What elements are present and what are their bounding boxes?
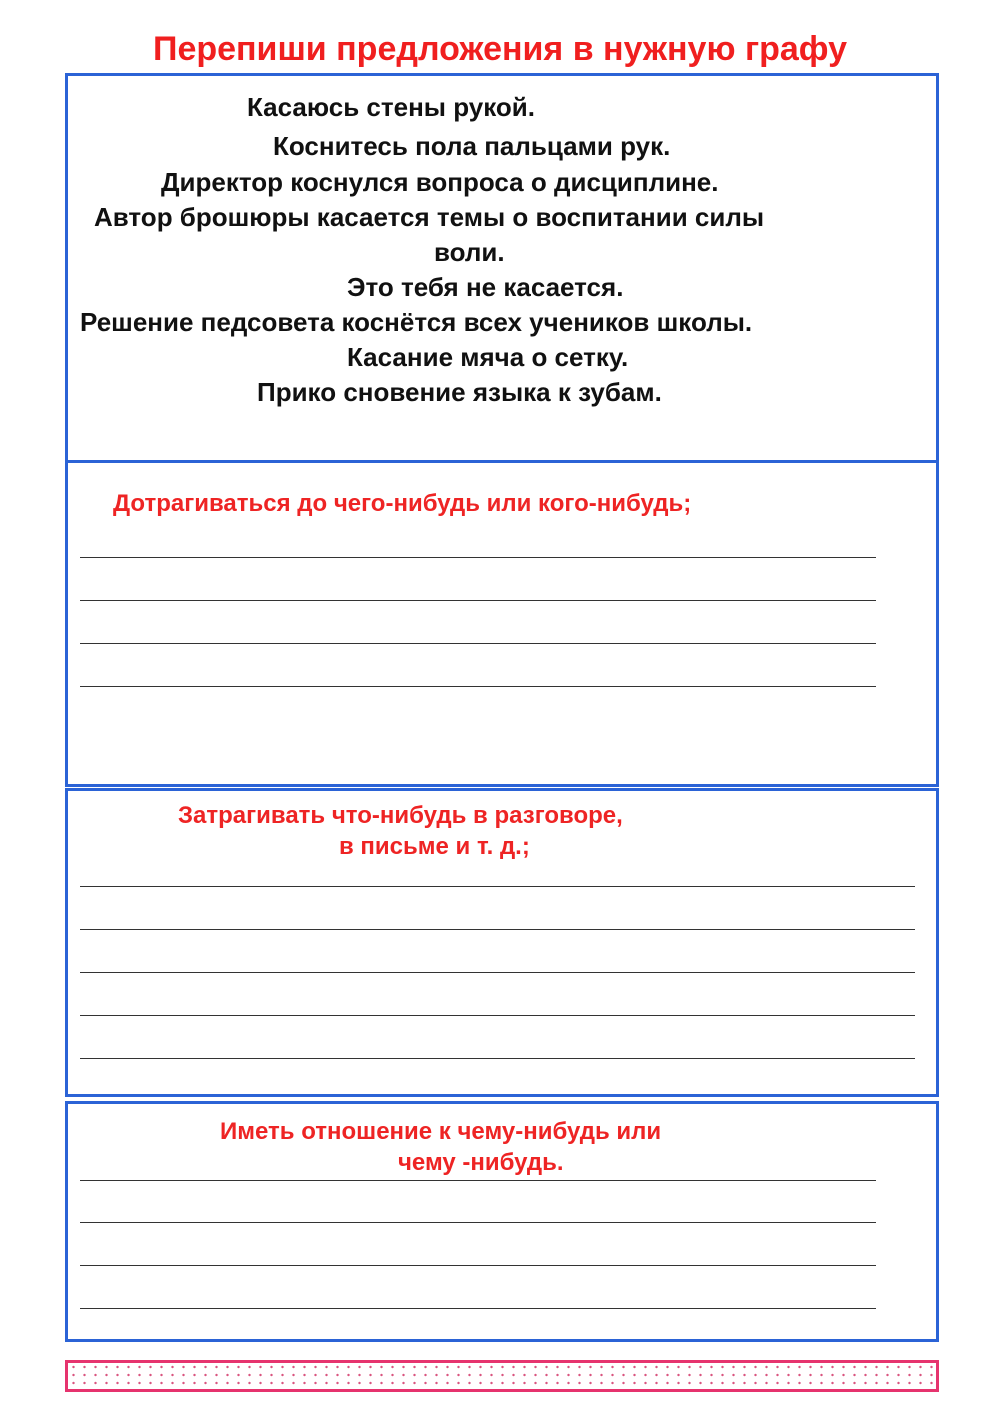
section-heading: чему -нибудь. xyxy=(398,1149,564,1176)
answer-line[interactable] xyxy=(80,886,915,887)
decorative-dotted-strip xyxy=(65,1360,939,1392)
sentence: Касаюсь стены рукой. xyxy=(247,92,535,122)
answer-line[interactable] xyxy=(80,929,915,930)
answer-line[interactable] xyxy=(80,1015,915,1016)
section-heading: Дотрагиваться до чего-нибудь или кого-нибудь; xyxy=(113,490,692,517)
sentence: Коснитесь пола пальцами рук. xyxy=(273,131,671,161)
answer-line[interactable] xyxy=(80,1058,915,1059)
sentence: Автор брошюры касается темы о воспитании силы xyxy=(94,202,765,232)
answer-line[interactable] xyxy=(80,686,876,687)
sentence: Касание мяча о сетку. xyxy=(347,342,629,372)
section-heading: Иметь отношение к чему-нибудь или xyxy=(220,1118,662,1145)
page-title: Перепиши предложения в нужную графу xyxy=(153,30,847,68)
sentence: Директор коснулся вопроса о дисциплине. xyxy=(161,167,719,197)
sentence: Прико сновение языка к зубам. xyxy=(257,377,662,407)
section-heading: в письме и т. д.; xyxy=(339,833,530,860)
sentence: Решение педсовета коснётся всех учеников школы. xyxy=(80,307,753,337)
sentence: воли. xyxy=(434,237,505,267)
answer-line[interactable] xyxy=(80,1308,876,1309)
answer-line[interactable] xyxy=(80,972,915,973)
answer-line[interactable] xyxy=(80,643,876,644)
answer-line[interactable] xyxy=(80,557,876,558)
answer-line[interactable] xyxy=(80,1222,876,1223)
answer-line[interactable] xyxy=(80,1265,876,1266)
section-heading: Затрагивать что-нибудь в разговоре, xyxy=(178,802,623,829)
answer-line[interactable] xyxy=(80,1180,876,1181)
sentence: Это тебя не касается. xyxy=(347,272,624,302)
answer-line[interactable] xyxy=(80,600,876,601)
